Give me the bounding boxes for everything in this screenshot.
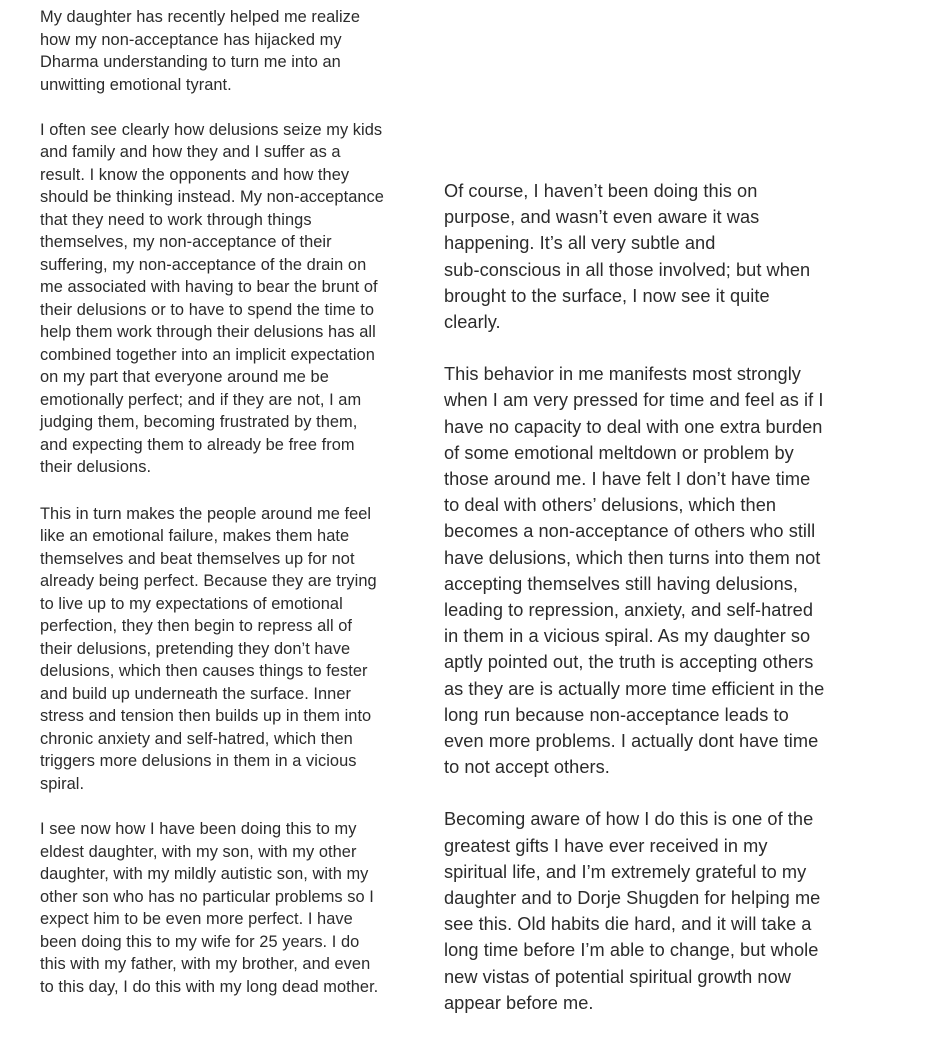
paragraph-behavior-manifests: This behavior in me manifests most strongly when I am very pressed for time and feel as if I have no capacity to deal with one extra burden of some emotional meltdown or problem by those around me. I have felt I don’t have time to deal with others’ delusions, which then becomes a non-acceptance of others who still have delusions, which then turns into them not accepting themselves still having delusions, leading to repression, anxiety, and self-hatred in them in a vicious spiral. As my daughter so aptly pointed out, the truth is accepting others as they are is actually more time efficient in the long run because non-acceptance leads to even more problems. I actually dont have time to not accept others.	[444, 364, 825, 778]
paragraph-not-on-purpose: Of course, I haven’t been doing this on purpose, and wasn’t even aware it was happening. It’s all very subtle and sub-conscious in all those involved; but when brought to the surface, I now see it quite clearly.	[444, 181, 811, 333]
paragraph-effects-on-others: This in turn makes the people around me feel like an emotional failure, makes them hate themselves and beat themselves up for not already being perfect. Because they are trying to live up to my expectations of emotional perfection, they then begin to repress all of their delusions, pretending they don’t have delusions, which then causes things to fester and build up underneath the surface. Inner stress and tension then builds up in them into chronic anxiety and self-hatred, which then triggers more delusions in them in a vicious spiral.	[40, 504, 377, 793]
right-text-column	[444, 178, 884, 1042]
paragraph-gratitude: Becoming aware of how I do this is one of the greatest gifts I have ever received in my spiritual life, and I’m extremely grateful to my daughter and to Dorje Shugden for helping me see this. Old habits die hard, and it will take a long time before I’m able to change, but whole new vistas of potential spiritual growth now appear before me.	[444, 809, 821, 1013]
paragraph-intro: My daughter has recently helped me realize how my non-acceptance has hijacked my Dharma understanding to turn me into an unwitting emotional tyrant.	[40, 8, 361, 94]
left-text-column	[40, 6, 430, 1021]
paragraph-family-examples: I see now how I have been doing this to my eldest daughter, with my son, with my other daughter, with my mildly autistic son, with my other son who has no particular problems so I expect him to be even more perfect. I have been doing this to my wife for 25 years. I do this with my father, with my brother, and even to this day, I do this with my long dead mother.	[40, 820, 379, 996]
paragraph-non-acceptance: I often see clearly how delusions seize my kids and family and how they and I suffer as a result. I know the opponents and how they should be thinking instead. My non-acceptance that they need to work through things themselves, my non-acceptance of their suffering, my non-acceptance of the drain on me associated with having to bear the brunt of their delusions or to have to spend the time to help them work through their delusions has all combined together into an implicit expectation on my part that everyone around me be emotionally perfect; and if they are not, I am judging them, becoming frustrated by them, and expecting them to already be free from their delusions.	[40, 120, 384, 476]
